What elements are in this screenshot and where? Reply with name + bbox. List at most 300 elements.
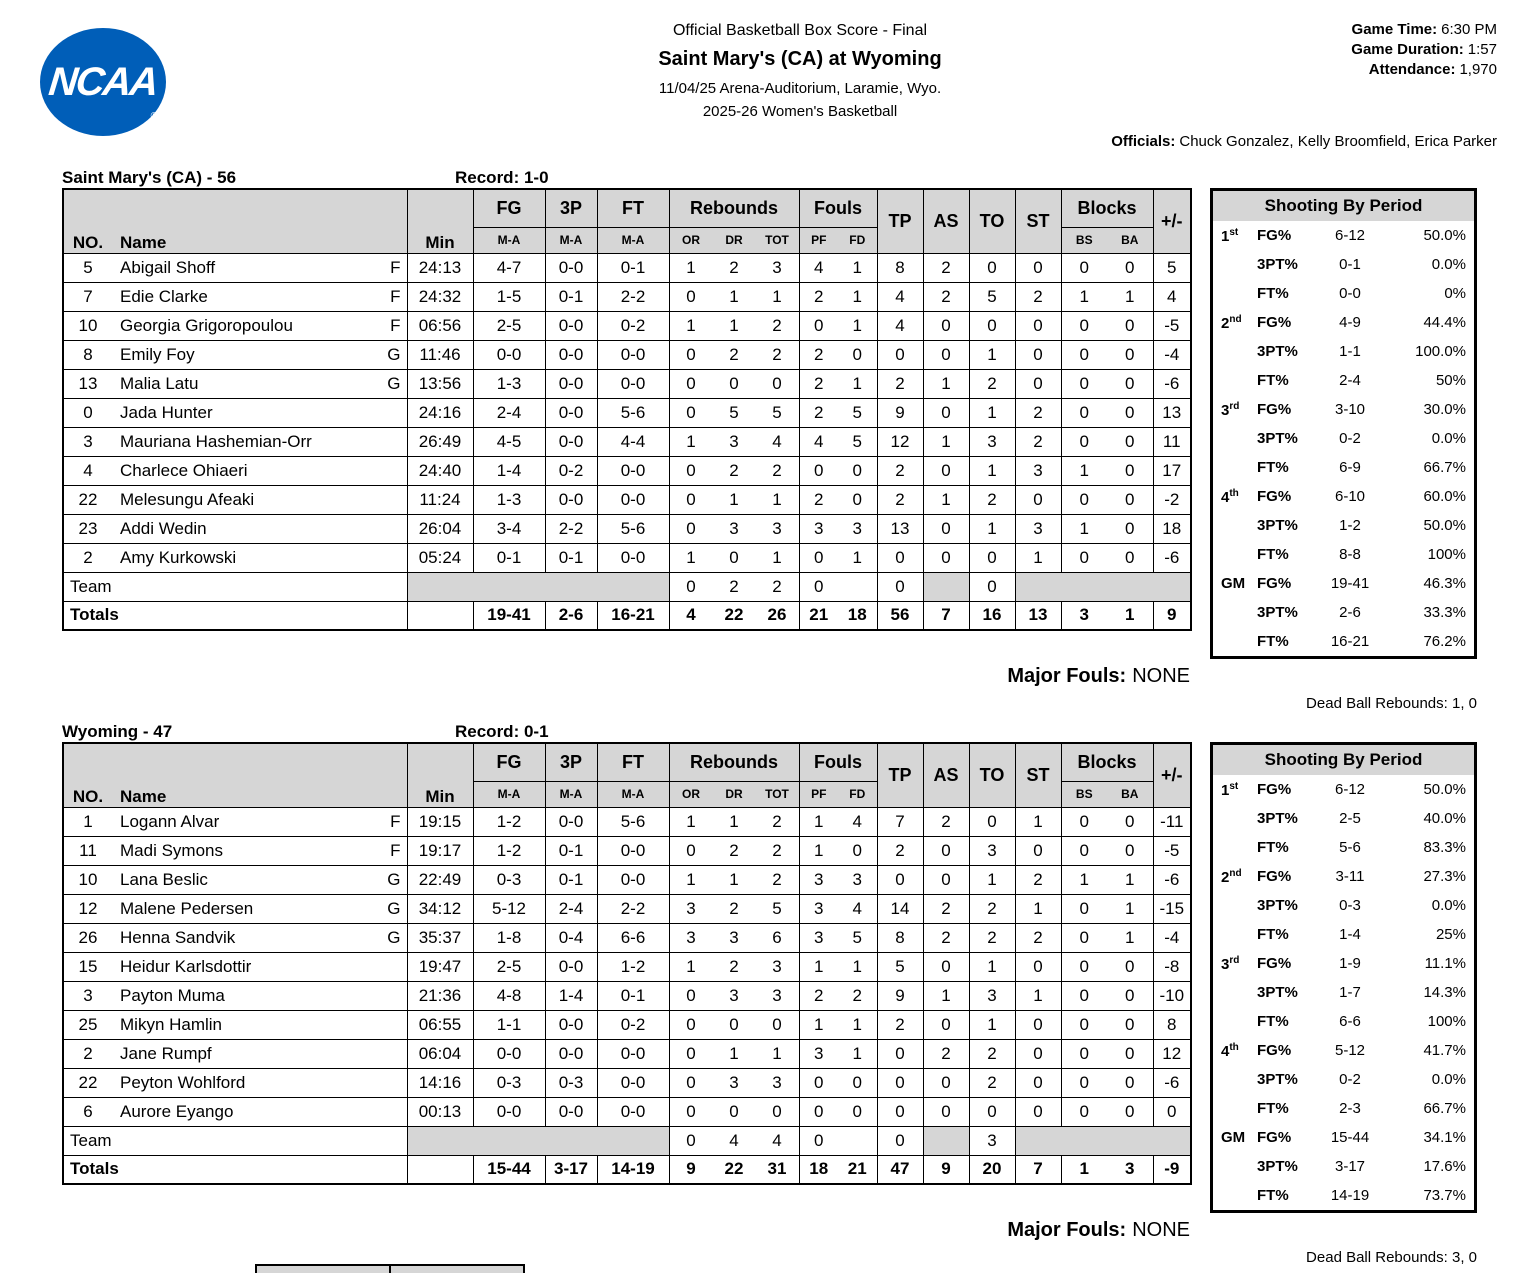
blocked-shots: 0 [1079, 1043, 1089, 1063]
off-rebounds: 4 [686, 605, 696, 625]
shooting-row [1213, 1123, 1474, 1152]
percentage: 66.7% [1423, 459, 1466, 476]
def-rebounds: 0 [729, 373, 739, 393]
stat-group-cell [1061, 340, 1153, 369]
total-points: 56 [877, 601, 923, 630]
percentage: 0% [1444, 285, 1466, 302]
ft-made-att: 0-2 [597, 1010, 669, 1039]
turnovers: 0 [969, 543, 1015, 572]
total-rebounds: 0 [772, 1014, 782, 1034]
stat-group [1062, 548, 1153, 568]
col-fd: FD [849, 787, 866, 801]
player-position: G [387, 869, 401, 889]
officials-names: Chuck Gonzalez, Kelly Broomfield, Erica Parker [1179, 133, 1497, 150]
player-number: 26 [78, 927, 98, 947]
fg-made-att: 2-5 [473, 952, 545, 981]
steals: 0 [1015, 340, 1061, 369]
fouls-drawn: 3 [852, 518, 862, 538]
player-number: 13 [78, 373, 98, 393]
stat-group-cell [669, 1010, 799, 1039]
personal-fouls: 2 [814, 402, 824, 422]
season-line: 2025-26 Women's Basketball [702, 103, 898, 120]
total-rebounds: 6 [772, 927, 782, 947]
period-label: 2nd [1221, 313, 1242, 332]
stat-group [800, 986, 877, 1006]
player-name-cell [63, 514, 407, 543]
player-name-wrap [64, 548, 407, 568]
percentage: 25% [1435, 926, 1466, 943]
col-name-label: Name [120, 232, 167, 252]
stat-group-cell [1061, 369, 1153, 398]
def-rebounds: 22 [724, 1159, 744, 1179]
attendance-line [1351, 60, 1497, 80]
plus-minus: 11 [1153, 427, 1191, 456]
stat-group [800, 928, 877, 948]
total-points: 4 [877, 282, 923, 311]
off-rebounds: 0 [686, 985, 696, 1005]
plus-minus: 9 [1153, 601, 1191, 630]
personal-fouls: 0 [814, 576, 824, 596]
totals-label-cell [63, 1155, 407, 1184]
threep-made-att: 0-0 [545, 485, 597, 514]
threep-made-att: 0-1 [545, 543, 597, 572]
fouls-drawn: 0 [852, 489, 862, 509]
stat-group-cell [669, 456, 799, 485]
player-name-cell [63, 923, 407, 952]
team-title: Saint Mary's (CA) - 56 [62, 168, 237, 187]
attendance-value: 1,970 [1459, 61, 1497, 78]
stat-label: 3PT% [1257, 810, 1298, 827]
made-attempted: 15-44 [1330, 1129, 1370, 1146]
total-rebounds: 31 [767, 1159, 787, 1179]
table-row [63, 1010, 1191, 1039]
col-or: OR [682, 233, 700, 247]
off-rebounds: 3 [686, 898, 696, 918]
stat-group-cell [1061, 952, 1153, 981]
stat-group-cell [669, 572, 799, 601]
turnovers: 3 [969, 427, 1015, 456]
total-points: 8 [877, 253, 923, 282]
total-points: 5 [877, 952, 923, 981]
stat-group-cell [669, 894, 799, 923]
player-name-cell [63, 340, 407, 369]
stat-group-cell [799, 514, 877, 543]
period-label: 3rd [1221, 954, 1240, 973]
period-suffix: st [1229, 780, 1239, 792]
off-rebounds: 0 [686, 1014, 696, 1034]
col-tp: TP [877, 189, 923, 253]
dead-ball-rebounds: Dead Ball Rebounds: 3, 0 [1306, 1249, 1477, 1266]
shooting-row [1213, 279, 1474, 308]
stat-group [670, 490, 799, 510]
player-name-cell [63, 894, 407, 923]
blocks-against: 1 [1125, 286, 1135, 306]
made-attempted: 2-4 [1339, 372, 1361, 389]
table-row [63, 311, 1191, 340]
stat-group [670, 577, 799, 597]
player-number: 10 [78, 869, 98, 889]
period-suffix: nd [1229, 313, 1242, 325]
stat-group [800, 1159, 877, 1179]
total-rebounds: 0 [772, 373, 782, 393]
col-bs: BS [1075, 233, 1093, 247]
minutes: 05:24 [407, 543, 473, 572]
percentage: 14.3% [1423, 984, 1466, 1001]
stat-group-cell [669, 514, 799, 543]
made-attempted: 1-7 [1339, 984, 1361, 1001]
stat-group-cell [1061, 894, 1153, 923]
total-rebounds: 3 [772, 1072, 782, 1092]
def-rebounds: 2 [729, 956, 739, 976]
total-rebounds: 0 [772, 1101, 782, 1121]
fouls-drawn: 1 [852, 373, 862, 393]
shooting-row [1213, 1181, 1474, 1210]
fg-made-att: 0-0 [473, 340, 545, 369]
table-row [63, 1039, 1191, 1068]
col-name-label: Name [120, 786, 167, 806]
period-label: 3rd [1221, 400, 1240, 419]
player-number: 25 [78, 1014, 98, 1034]
shooting-row [1213, 569, 1474, 598]
off-rebounds: 1 [686, 956, 696, 976]
stat-group [670, 1044, 799, 1064]
stat-group [670, 548, 799, 568]
col-rebounds: Rebounds [669, 189, 799, 227]
made-attempted: 6-6 [1339, 1013, 1361, 1030]
totals-row [63, 601, 1191, 630]
off-rebounds: 0 [686, 1043, 696, 1063]
stat-group-cell [669, 311, 799, 340]
stat-label: 3PT% [1257, 604, 1298, 621]
team-row-wrap [64, 577, 407, 597]
player-name: Charlece Ohiaeri [120, 460, 248, 480]
ft-made-att: 5-6 [597, 807, 669, 836]
stat-group [670, 1102, 799, 1122]
fouls-drawn: 21 [847, 1159, 867, 1179]
stat-label: FT% [1257, 839, 1289, 856]
steals: 0 [1015, 952, 1061, 981]
col-blocks: Blocks [1061, 189, 1153, 227]
stat-group [670, 899, 799, 919]
personal-fouls: 1 [814, 956, 824, 976]
blocks-against: 0 [1125, 811, 1135, 831]
ft-made-att: 0-1 [597, 981, 669, 1010]
turnovers: 5 [969, 282, 1015, 311]
made-attempted: 6-12 [1334, 781, 1366, 798]
minutes: 24:32 [407, 282, 473, 311]
stat-group [1062, 432, 1153, 452]
player-name-wrap [64, 316, 407, 336]
fg-made-att: 4-5 [473, 427, 545, 456]
plus-minus: -11 [1153, 807, 1191, 836]
turnovers: 1 [969, 456, 1015, 485]
assists: 2 [923, 1039, 969, 1068]
player-name: Malene Pedersen [120, 898, 254, 918]
col-fouls: Fouls [799, 743, 877, 781]
fouls-drawn: 1 [852, 286, 862, 306]
total-points: 2 [877, 485, 923, 514]
stat-group-cell [799, 894, 877, 923]
threep-made-att: 0-3 [545, 1068, 597, 1097]
player-name-wrap [64, 812, 407, 832]
turnovers: 2 [969, 894, 1015, 923]
stat-group-cell [799, 311, 877, 340]
col-dr: DR [725, 233, 743, 247]
shooting-rows [1213, 221, 1474, 656]
period-suffix: th [1229, 487, 1239, 499]
def-rebounds: 1 [729, 869, 739, 889]
stat-group [1062, 519, 1153, 539]
fg-made-att: 1-1 [473, 1010, 545, 1039]
fg-made-att: 2-4 [473, 398, 545, 427]
stat-label: FG% [1257, 575, 1292, 592]
stat-group [670, 519, 799, 539]
steals: 2 [1015, 923, 1061, 952]
player-name: Amy Kurkowski [120, 547, 237, 567]
partial-table [255, 1264, 525, 1273]
turnovers: 20 [969, 1155, 1015, 1184]
stat-group [800, 870, 877, 890]
steals: 7 [1015, 1155, 1061, 1184]
off-rebounds: 3 [686, 927, 696, 947]
turnovers: 3 [969, 981, 1015, 1010]
total-rebounds: 5 [772, 898, 782, 918]
player-number: 7 [83, 286, 93, 306]
steals: 3 [1015, 456, 1061, 485]
player-number: 15 [78, 956, 98, 976]
player-name-wrap [64, 432, 407, 452]
assists: 0 [923, 1068, 969, 1097]
game-duration-label: Game Duration: [1351, 41, 1464, 58]
off-rebounds: 9 [686, 1159, 696, 1179]
shooting-row [1213, 511, 1474, 540]
stat-group-cell [1061, 543, 1153, 572]
percentage: 100.0% [1415, 343, 1466, 360]
col-ft: FT [597, 743, 669, 781]
plus-minus: -4 [1153, 340, 1191, 369]
personal-fouls: 1 [814, 811, 824, 831]
total-points: 12 [877, 427, 923, 456]
ncaa-logo-text: NCAA [46, 59, 160, 104]
stat-group-cell [669, 836, 799, 865]
stat-group-cell [799, 1010, 877, 1039]
stat-group [1062, 1044, 1153, 1064]
fg-made-att: 1-2 [473, 807, 545, 836]
off-rebounds: 0 [686, 1101, 696, 1121]
blocks-against: 0 [1125, 460, 1135, 480]
made-attempted: 1-2 [1339, 517, 1361, 534]
period-label: GM [1221, 575, 1246, 592]
box-score-table [62, 188, 1192, 631]
shooting-rows [1213, 775, 1474, 1210]
total-points: 2 [877, 1010, 923, 1039]
fouls-drawn: 4 [852, 898, 862, 918]
fg-made-att: 1-8 [473, 923, 545, 952]
personal-fouls: 0 [814, 547, 824, 567]
stat-group [800, 316, 877, 336]
fg-made-att: 15-44 [473, 1155, 545, 1184]
steals: 2 [1015, 865, 1061, 894]
player-name-wrap [64, 1015, 407, 1035]
stat-group-cell [669, 807, 799, 836]
stat-group [1062, 1015, 1153, 1035]
blocked-shots: 0 [1079, 1014, 1089, 1034]
fouls-drawn [838, 577, 877, 597]
player-name-cell [63, 311, 407, 340]
player-position: G [387, 898, 401, 918]
stat-group-cell [1061, 282, 1153, 311]
stat-group-cell [799, 340, 877, 369]
steals: 0 [1015, 485, 1061, 514]
personal-fouls: 2 [814, 985, 824, 1005]
stat-label: 3PT% [1257, 1158, 1298, 1175]
fouls-drawn [838, 1131, 877, 1151]
shooting-row [1213, 978, 1474, 1007]
player-name: Malia Latu [120, 373, 199, 393]
plus-minus: 12 [1153, 1039, 1191, 1068]
total-rebounds: 1 [772, 547, 782, 567]
total-rebounds: 2 [772, 344, 782, 364]
stat-group [800, 519, 877, 539]
stat-label: FT% [1257, 372, 1289, 389]
blocked-shots: 0 [1079, 257, 1089, 277]
stat-group [800, 957, 877, 977]
blocked-shots: 0 [1079, 547, 1089, 567]
total-points: 7 [877, 807, 923, 836]
total-points: 0 [877, 340, 923, 369]
stat-group [1062, 287, 1153, 307]
personal-fouls: 4 [814, 431, 824, 451]
player-name: Abigail Shoff [120, 257, 216, 277]
stat-group-cell [799, 923, 877, 952]
player-number: 11 [79, 840, 97, 860]
blocks-against: 0 [1125, 1043, 1135, 1063]
totals-wrap [64, 605, 407, 625]
def-rebounds: 0 [729, 1014, 739, 1034]
col-st: ST [1015, 743, 1061, 807]
percentage: 11.1% [1424, 955, 1466, 972]
shooting-row [1213, 920, 1474, 949]
col-ba: BA [1121, 233, 1139, 247]
def-rebounds: 5 [729, 402, 739, 422]
fouls-drawn: 18 [847, 605, 867, 625]
player-name: Melesungu Afeaki [120, 489, 255, 509]
fg-made-att: 0-0 [473, 1039, 545, 1068]
col-3p: 3P [545, 743, 597, 781]
game-time-value: 6:30 PM [1441, 21, 1497, 38]
plus-minus: 4 [1153, 282, 1191, 311]
blocks-against: 0 [1125, 402, 1135, 422]
total-points: 2 [877, 456, 923, 485]
personal-fouls: 21 [809, 605, 829, 625]
blocks-against: 0 [1125, 489, 1135, 509]
stat-group-cell [799, 253, 877, 282]
player-number: 22 [78, 489, 98, 509]
stat-group [1062, 403, 1153, 423]
stat-group [670, 345, 799, 365]
stat-label: FG% [1257, 868, 1292, 885]
shooting-row [1213, 1007, 1474, 1036]
player-name-cell [63, 282, 407, 311]
stat-label: 3PT% [1257, 343, 1298, 360]
player-name: Payton Muma [120, 985, 225, 1005]
stat-group-cell [669, 952, 799, 981]
percentage: 66.7% [1423, 1100, 1466, 1117]
percentage: 50% [1435, 372, 1466, 389]
turnovers: 16 [969, 601, 1015, 630]
shooting-row [1213, 891, 1474, 920]
period-label: 4th [1221, 1041, 1239, 1060]
fouls-drawn: 0 [852, 460, 862, 480]
minutes: 19:47 [407, 952, 473, 981]
stat-group-cell [799, 485, 877, 514]
ft-made-att: 4-4 [597, 427, 669, 456]
def-rebounds: 1 [729, 811, 739, 831]
shooting-row [1213, 598, 1474, 627]
stat-group-cell [799, 427, 877, 456]
blocked-shots: 0 [1079, 402, 1089, 422]
player-number: 4 [83, 460, 93, 480]
total-rebounds: 3 [772, 518, 782, 538]
percentage: 50.0% [1423, 517, 1466, 534]
fg-made-att: 5-12 [473, 894, 545, 923]
stat-group-cell [1061, 1010, 1153, 1039]
steals: 0 [1015, 1039, 1061, 1068]
def-rebounds: 3 [729, 518, 739, 538]
table-row [63, 282, 1191, 311]
ft-made-att: 2-2 [597, 282, 669, 311]
personal-fouls: 1 [814, 1014, 824, 1034]
stat-group-cell [799, 1068, 877, 1097]
minutes: 14:16 [407, 1068, 473, 1097]
major-fouls-label: Major Fouls: [1007, 1219, 1127, 1241]
col-as: AS [923, 743, 969, 807]
player-name-wrap [64, 461, 407, 481]
minutes: 26:04 [407, 514, 473, 543]
stat-group-cell [799, 369, 877, 398]
stat-group-cell [799, 1155, 877, 1184]
col-no-label: NO. [72, 232, 104, 252]
blocks-against: 1 [1125, 869, 1135, 889]
made-attempted: 2-6 [1339, 604, 1361, 621]
period-suffix: nd [1229, 867, 1242, 879]
col-3p-ma: M-A [545, 227, 597, 253]
plus-minus: 8 [1153, 1010, 1191, 1039]
blocks-against: 0 [1125, 373, 1135, 393]
stat-group [1062, 812, 1153, 832]
blocked-shots: 1 [1079, 286, 1089, 306]
assists: 0 [923, 456, 969, 485]
assists: 0 [923, 1097, 969, 1126]
player-name-wrap [64, 490, 407, 510]
ft-made-att: 0-0 [597, 1097, 669, 1126]
player-name-cell [63, 427, 407, 456]
player-position: F [390, 811, 401, 831]
assists: 9 [923, 1155, 969, 1184]
empty-cell [1015, 572, 1191, 601]
percentage: 100% [1427, 546, 1466, 563]
personal-fouls: 0 [814, 315, 824, 335]
stat-group-cell [669, 923, 799, 952]
player-name: Logann Alvar [120, 811, 220, 831]
player-name: Aurore Eyango [120, 1101, 234, 1121]
empty-cell [1015, 1126, 1191, 1155]
table-row [63, 485, 1191, 514]
col-plus-minus: +/- [1153, 743, 1191, 807]
minutes: 00:13 [407, 1097, 473, 1126]
player-position: F [390, 286, 401, 306]
def-rebounds: 1 [729, 489, 739, 509]
